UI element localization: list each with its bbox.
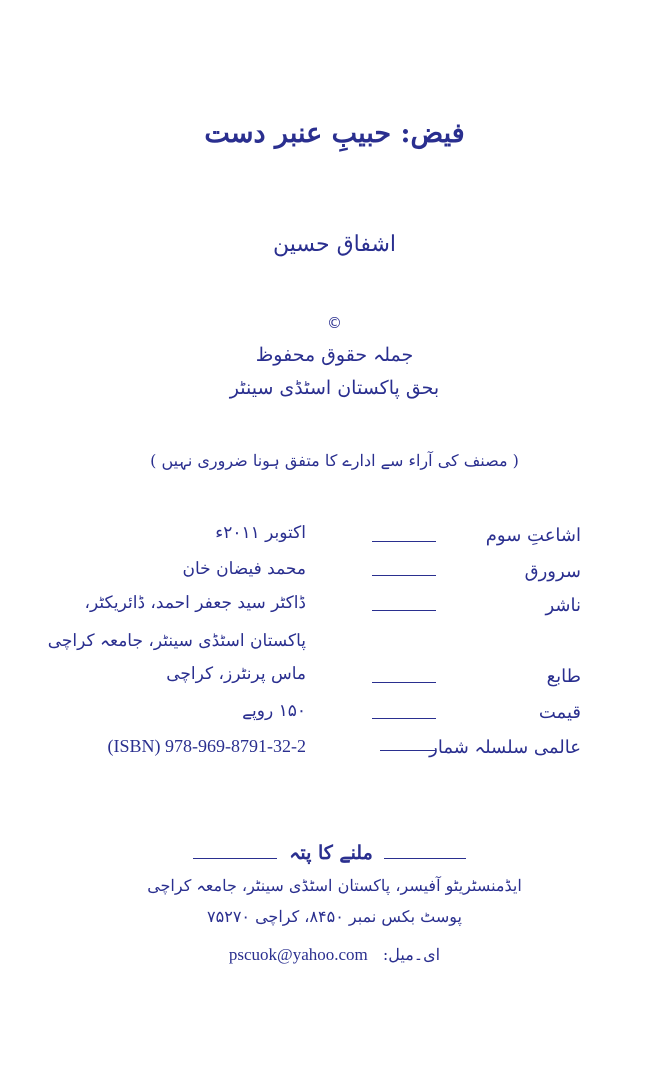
detail-separator <box>372 718 436 719</box>
rights-holder: بحق پاکستان اسٹڈی سینٹر <box>229 377 440 399</box>
detail-separator <box>372 610 436 611</box>
detail-value-edition: اکتوبر ۲۰۱۱ء <box>215 523 306 543</box>
detail-separator <box>372 541 436 542</box>
contact-address-line-2: پوسٹ بکس نمبر ۸۴۵۰، کراچی ۷۵۲۷۰ <box>207 907 462 926</box>
email-address: pscuok@yahoo.com <box>228 945 368 964</box>
author-name: اشفاق حسین <box>272 232 397 257</box>
detail-label-printer: طابع <box>546 666 581 687</box>
contact-heading: ملنے کا پتہ <box>289 842 373 864</box>
email-label: ای۔میل: <box>382 945 441 964</box>
detail-label-isbn: عالمی سلسلہ شمار <box>429 737 581 758</box>
book-title: فیض: حبیبِ عنبر دست <box>204 118 465 149</box>
detail-value-isbn: (ISBN) 978-969-8791-32-2 <box>107 736 306 756</box>
detail-separator <box>372 575 436 576</box>
author-disclaimer: ( مصنف کی آراء سے ادارے کا متفق ہونا ضروری نہیں ) <box>150 451 519 470</box>
detail-value-publisher-address: پاکستان اسٹڈی سینٹر، جامعہ کراچی <box>47 631 306 651</box>
detail-separator <box>372 682 436 683</box>
detail-label-edition: اشاعتِ سوم <box>485 525 581 546</box>
detail-value-publisher: ڈاکٹر سید جعفر احمد، ڈائریکٹر، <box>84 593 306 613</box>
detail-label-publisher: ناشر <box>545 595 581 616</box>
detail-label-cover: سرورق <box>524 561 581 582</box>
contact-heading-rule-right <box>384 858 466 859</box>
copyright-icon: © <box>327 314 342 332</box>
contact-address-line-1: ایڈمنسٹریٹو آفیسر، پاکستان اسٹڈی سینٹر، جامعہ کراچی <box>147 876 522 895</box>
rights-statement: جملہ حقوق محفوظ <box>255 344 414 366</box>
detail-separator <box>380 750 436 751</box>
detail-value-cover: محمد فیضان خان <box>182 559 306 579</box>
email-row <box>0 945 669 965</box>
detail-label-price: قیمت <box>538 702 581 723</box>
contact-heading-row <box>0 842 669 872</box>
contact-heading-rule-left <box>193 858 277 859</box>
detail-value-printer: ماس پرنٹرز، کراچی <box>166 664 306 684</box>
detail-value-price: ۱۵۰ روپے <box>242 701 306 721</box>
